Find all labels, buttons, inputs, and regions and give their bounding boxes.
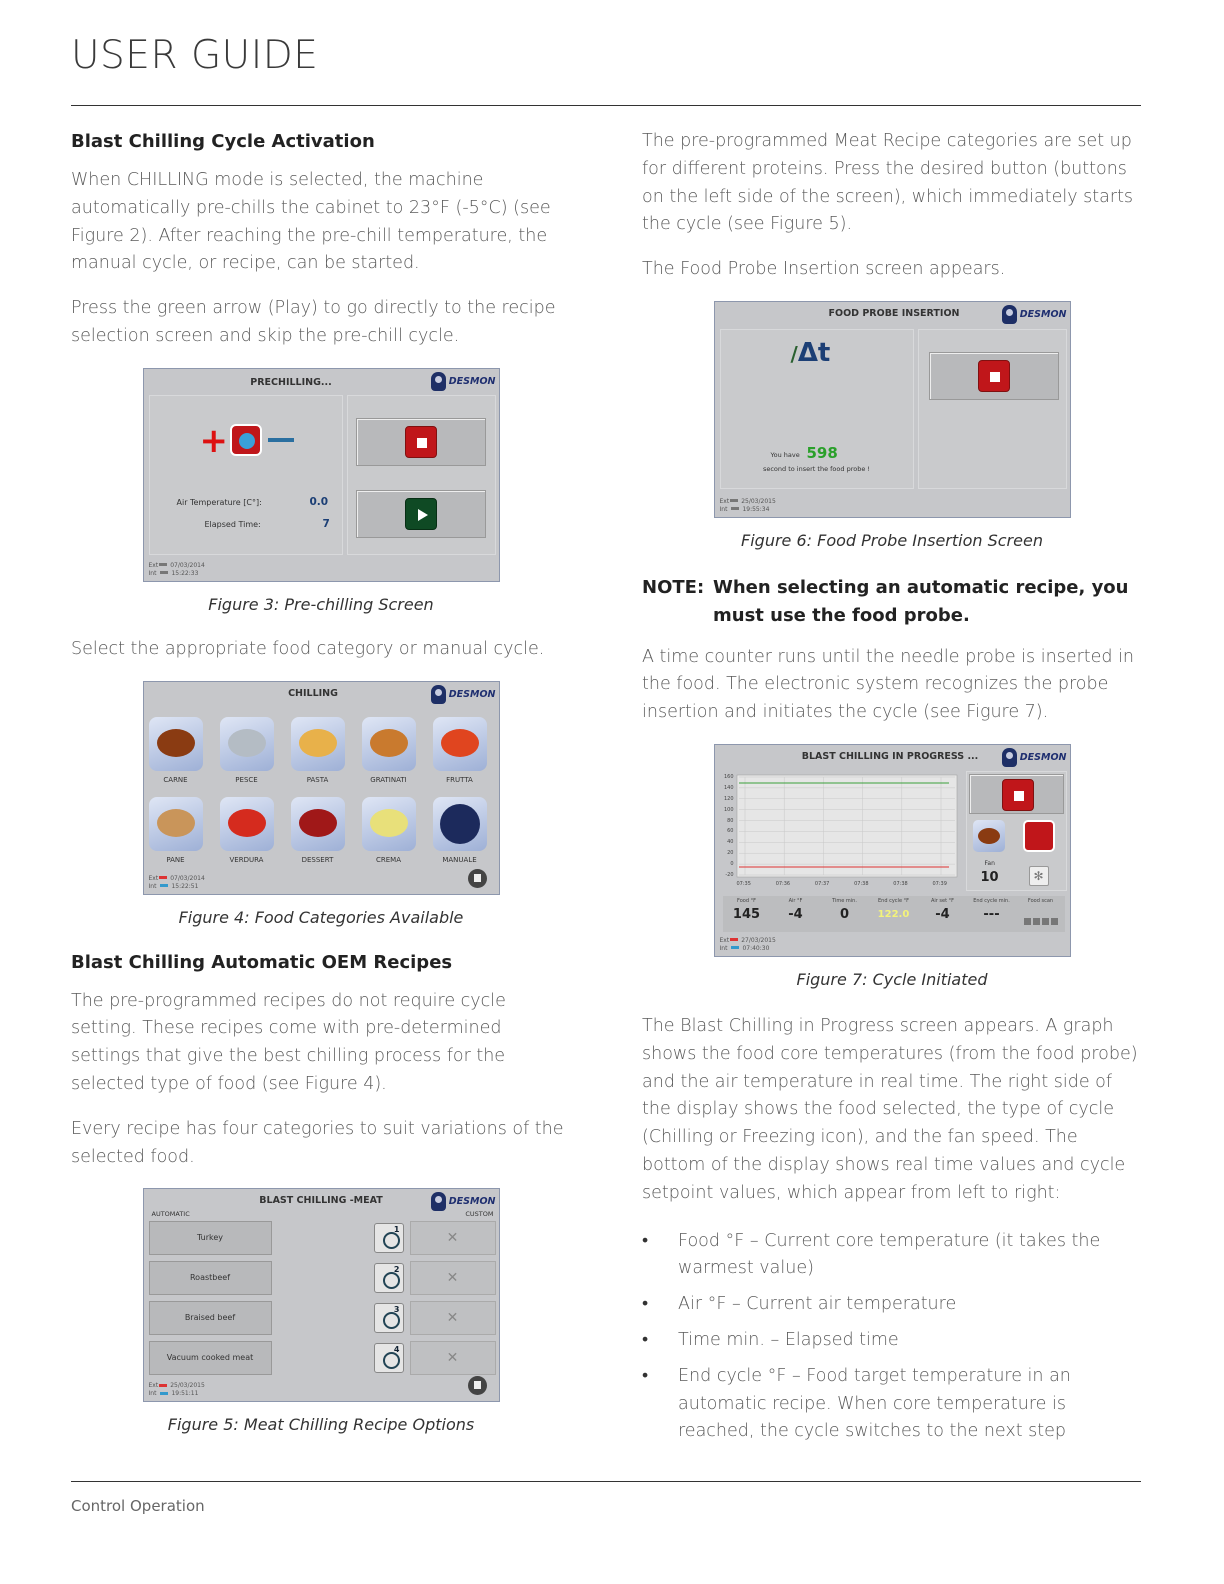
probe-icon: /Δt <box>790 337 831 368</box>
list-item: • Time min. – Elapsed time <box>642 1327 1142 1355</box>
right-column <box>642 128 1142 1454</box>
list-item: • Food °F – Current core temperature (it takes the warmest value) <box>642 1228 1142 1284</box>
automatic-label: AUTOMATIC <box>151 1210 190 1219</box>
status-stamp: Ext 25/03/2015 Int 19:55:34 <box>719 497 776 513</box>
figure-6-food-probe-screen <box>714 301 1071 518</box>
paragraph: When CHILLING mode is selected, the machine automatically pre-chills the cabinet to 23°F (-5°C) (see Figure 2). After reaching the pre-chill temperature, the manual cycle, or recipe, can be started. <box>71 170 551 274</box>
category-label: GRATINATI <box>370 775 407 784</box>
paragraph: The Blast Chilling in Progress screen appears. A graph shows the food core temperatures (from the food probe) and the air temperature in real time. The right side of the display shows the food selected, the type of cycle (Chilling or Freezing icon), and the fan speed. The bottom of the display shows real time values and cycle setpoint values, which appear from left to right: <box>642 1015 1138 1203</box>
category-pesce-button[interactable] <box>220 717 274 771</box>
figure-6-caption: Figure 6: Food Probe Insertion Screen <box>741 530 1043 550</box>
desmon-logo: DESMON <box>1002 748 1067 767</box>
category-frutta-button[interactable] <box>433 717 487 771</box>
stop-icon <box>978 360 1010 392</box>
countdown-instruction: second to insert the food probe ! <box>762 464 871 473</box>
note-label: NOTE: <box>642 576 705 598</box>
right-panel <box>918 329 1067 489</box>
right-panel <box>347 395 496 555</box>
screen-title: FOOD PROBE INSERTION <box>828 307 960 319</box>
air-temp-cell: Air °F -4 <box>788 897 803 922</box>
end-cycle-min-cell: End cycle min. --- <box>973 897 1010 922</box>
left-column <box>71 128 571 1456</box>
paragraph: The pre-programmed recipes do not require cycle setting. These recipes come with pre-determined settings that give the best chilling process for the selected type of food (see Figure 4). <box>71 990 506 1094</box>
temperature-graph <box>719 771 962 891</box>
y-tick-label: 0 <box>730 861 734 868</box>
category-dessert-button[interactable] <box>291 797 345 851</box>
x-tick-label: 07:36 <box>775 880 791 887</box>
y-tick-label: 20 <box>727 850 734 857</box>
values-bar <box>723 896 1065 932</box>
figure-5-caption: Figure 5: Meat Chilling Recipe Options <box>167 1415 475 1435</box>
home-button[interactable] <box>468 869 487 888</box>
list-item: • End cycle °F – Food target temperature in an automatic recipe. When core temperature is reached, the cycle switches to the next step <box>642 1363 1142 1446</box>
paragraph: The Food Probe Insertion screen appears. <box>642 259 1006 280</box>
figure-4-caption: Figure 4: Food Categories Available <box>178 907 464 927</box>
food-scan-indicators <box>1017 910 1065 929</box>
values-list <box>642 1228 1142 1447</box>
y-tick-label: -20 <box>725 871 734 878</box>
section-heading-oem-recipes: Blast Chilling Automatic OEM Recipes <box>71 951 453 973</box>
footer-section-label: Control Operation <box>71 1497 205 1515</box>
fan-speed-value: 10 <box>980 869 999 885</box>
play-button[interactable] <box>356 490 486 538</box>
y-tick-label: 60 <box>727 828 734 835</box>
custom-slot-empty[interactable]: ✕ <box>410 1221 496 1255</box>
air-set-cell: Air set °F -4 <box>930 897 955 922</box>
category-carne-button[interactable] <box>149 717 203 771</box>
left-panel <box>149 395 343 555</box>
category-pasta-button[interactable] <box>291 717 345 771</box>
custom-slot-empty[interactable]: ✕ <box>410 1261 496 1295</box>
home-button[interactable] <box>468 1376 487 1395</box>
play-icon <box>405 498 437 530</box>
status-stamp: Ext 07/03/2014 Int 15:22:33 <box>148 561 205 577</box>
list-item: • Air °F – Current air temperature <box>642 1291 1142 1319</box>
category-gratinati-button[interactable] <box>362 717 416 771</box>
screen-title: BLAST CHILLING -MEAT <box>259 1195 383 1207</box>
y-tick-label: 160 <box>723 773 734 780</box>
figure-7-caption: Figure 7: Cycle Initiated <box>796 969 988 989</box>
y-tick-label: 120 <box>723 795 734 802</box>
x-tick-label: 07:35 <box>736 880 751 887</box>
stop-button[interactable] <box>969 774 1064 814</box>
note <box>642 574 1142 630</box>
plus-icon: + <box>199 420 228 461</box>
recipe-slot-icon[interactable]: 1 <box>374 1223 404 1253</box>
desmon-logo: DESMON <box>431 685 496 704</box>
paragraph: The pre-programmed Meat Recipe categories are set up for different proteins. Press the desired button (buttons on the left side of the screen), which immediately starts the cycle (see Figure 5). <box>642 131 1134 235</box>
stop-icon <box>405 426 437 458</box>
stop-button[interactable] <box>356 418 486 466</box>
screen-title: CHILLING <box>288 687 338 699</box>
y-tick-label: 80 <box>727 817 734 824</box>
figure-4-food-categories-screen <box>143 681 500 895</box>
custom-slot-empty[interactable]: ✕ <box>410 1301 496 1335</box>
screen-title: PRECHILLING... <box>250 376 332 388</box>
category-label: DESSERT <box>301 855 334 864</box>
category-crema-button[interactable] <box>362 797 416 851</box>
y-tick-label: 100 <box>723 806 734 813</box>
category-label: VERDURA <box>229 855 264 864</box>
left-panel <box>720 329 914 489</box>
elapsed-time-label: Elapsed Time: <box>204 519 261 529</box>
graph-canvas <box>719 771 962 891</box>
y-tick-label: 40 <box>727 839 734 846</box>
paragraph: Every recipe has four categories to suit variations of the selected food. <box>71 1118 564 1167</box>
recipe-roastbeef-button[interactable]: Roastbeef <box>149 1261 272 1295</box>
x-tick-label: 07:38 <box>854 880 869 887</box>
footer-rule <box>71 1481 1141 1482</box>
header-rule <box>71 105 1141 106</box>
custom-label: CUSTOM <box>465 1210 494 1219</box>
air-temperature-value: 0.0 <box>309 495 329 508</box>
recipe-braised-beef-button[interactable]: Braised beef <box>149 1301 272 1335</box>
status-stamp: Ext 07/03/2014 Int 15:22:51 <box>148 874 205 890</box>
category-label: PASTA <box>306 775 329 784</box>
air-temperature-label: Air Temperature [C°]: <box>176 497 262 507</box>
elapsed-time-value: 7 <box>322 517 330 530</box>
status-stamp: Ext 25/03/2015 Int 19:51:11 <box>148 1382 205 1398</box>
food-scan-cell: Food scan <box>1017 896 1065 930</box>
recipe-turkey-button[interactable]: Turkey <box>149 1221 272 1255</box>
category-label: FRUTTA <box>446 775 473 784</box>
screen-title: BLAST CHILLING IN PROGRESS ... <box>801 750 979 762</box>
recipe-vacuum-cooked-meat-button[interactable]: Vacuum cooked meat <box>149 1341 272 1375</box>
countdown-prefix: You have <box>770 450 800 459</box>
time-min-cell: Time min. 0 <box>832 897 857 922</box>
countdown-seconds: 598 <box>806 443 838 462</box>
desmon-logo: DESMON <box>431 1192 496 1211</box>
food-temp-cell: Food °F 145 <box>732 897 761 922</box>
cycle-side-panel <box>966 771 1067 891</box>
chilling-cycle-icon <box>1023 820 1055 852</box>
figure-3-caption: Figure 3: Pre-chilling Screen <box>208 594 434 614</box>
selected-food-icon <box>973 820 1005 852</box>
category-label: PESCE <box>235 775 258 784</box>
recipe-slot-icon[interactable]: 2 <box>374 1263 404 1293</box>
paragraph: Select the appropriate food category or manual cycle. <box>71 638 545 659</box>
figure-7-cycle-in-progress-screen <box>714 744 1071 957</box>
figure-3-prechilling-screen <box>143 368 500 582</box>
paragraph: A time counter runs until the needle probe is inserted in the food. The electronic system recognizes the probe insertion and initiates the cycle (see Figure 7). <box>642 646 1135 723</box>
status-stamp: Ext 27/03/2015 Int 07:40:30 <box>719 936 776 952</box>
y-tick-label: 140 <box>723 784 734 791</box>
note-text: When selecting an automatic recipe, you must use the food probe. <box>713 576 1129 626</box>
fan-icon[interactable]: ✻ <box>1029 866 1049 886</box>
x-tick-label: 07:39 <box>932 880 947 887</box>
section-heading-activation: Blast Chilling Cycle Activation <box>71 131 375 152</box>
desmon-logo: DESMON <box>431 372 496 391</box>
chilling-icon <box>230 424 262 456</box>
desmon-logo: DESMON <box>1002 305 1067 324</box>
category-label: CREMA <box>375 855 401 864</box>
x-tick-label: 07:38 <box>893 880 908 887</box>
category-manuale-button[interactable] <box>433 797 487 851</box>
recipe-slot-icon[interactable]: 3 <box>374 1303 404 1333</box>
figure-5-meat-recipe-screen <box>143 1188 500 1402</box>
category-label: CARNE <box>163 775 188 784</box>
minus-icon <box>268 438 294 442</box>
page-title: USER GUIDE <box>71 33 319 78</box>
paragraph: Press the green arrow (Play) to go directly to the recipe selection screen and skip the pre-chill cycle. <box>71 298 556 346</box>
fan-label: Fan <box>984 859 995 867</box>
category-label: PANE <box>166 855 185 864</box>
x-tick-label: 07:37 <box>814 880 830 887</box>
recipe-slot-icon[interactable]: 4 <box>374 1343 404 1373</box>
category-pane-button[interactable] <box>149 797 203 851</box>
stop-button[interactable] <box>929 352 1059 400</box>
stop-icon <box>1002 779 1034 811</box>
custom-slot-empty[interactable]: ✕ <box>410 1341 496 1375</box>
end-cycle-temp-cell: End cycle °F 122.0 <box>877 897 910 920</box>
category-verdura-button[interactable] <box>220 797 274 851</box>
category-label: MANUALE <box>442 855 477 864</box>
